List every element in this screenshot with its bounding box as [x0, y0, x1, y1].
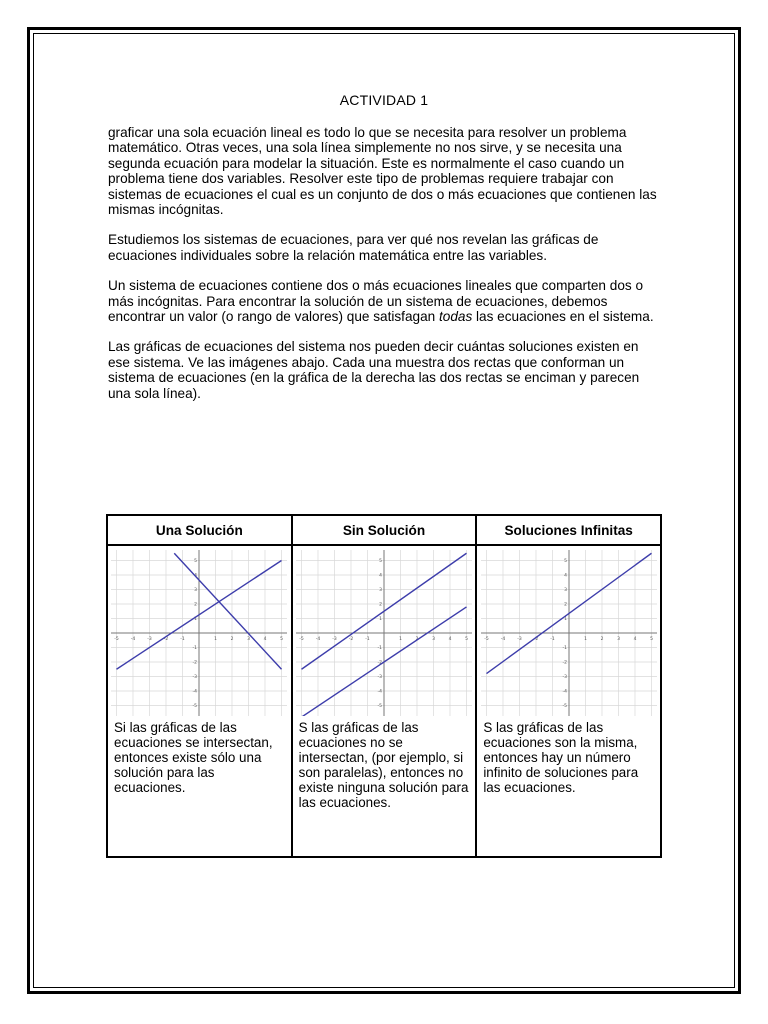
y-tick-label: 4 [563, 573, 567, 579]
y-tick-label: 1 [194, 617, 198, 622]
y-tick-label: -4 [562, 689, 567, 695]
x-tick-label: 5 [465, 637, 468, 642]
graph-cell-one [107, 545, 292, 720]
x-tick-label: 1 [214, 637, 218, 642]
y-tick-label: -3 [562, 675, 567, 680]
x-tick-label: 2 [230, 637, 234, 642]
x-tick-label: 4 [263, 637, 267, 642]
y-tick-label: -5 [192, 704, 198, 709]
y-tick-label: 5 [194, 559, 198, 564]
one-solution-graph [111, 550, 287, 716]
y-tick-label: 1 [563, 617, 567, 622]
x-tick-label: -4 [131, 637, 136, 642]
x-tick-label: -4 [500, 637, 505, 642]
y-tick-label: 5 [379, 559, 382, 564]
paragraph-1: graficar una sola ecuación lineal es todo lo que se necesita para resolver un problema matemático. Otras veces, una sola línea simplemente no nos sirve, y se necesita una segunda ecuación para modelar la situación. Este es normalmente el caso cuando un problema tiene dos variables. Resolver este tipo de problemas requiere trabajar con sistemas de ecuaciones el cual es un conjunto de dos o más ecuaciones que contienen las mismas incógnitas. [108, 125, 657, 218]
paragraph-3-text: Un sistema de ecuaciones contiene dos o más ecuaciones lineales que comparten dos o más incógnitas. Para encontrar la solución de un sistema de ecuaciones, debemos encontrar un valor (o rango de valores) que satisfagan [108, 278, 644, 325]
x-tick-label: -3 [516, 637, 522, 642]
solutions-table [106, 514, 662, 858]
paragraph-2: Estudiemos los sistemas de ecuaciones, para ver qué nos revelan las gráficas de ecuaciones individuales sobre la relación matemática entre las variables. [108, 232, 599, 263]
header-sin-solucion: Sin Solución [292, 515, 477, 545]
paragraph-3-tail: las ecuaciones en el sistema. [472, 309, 654, 325]
x-tick-label: -2 [533, 637, 538, 642]
y-tick-label: 1 [379, 617, 382, 622]
graph-cell-none [292, 545, 477, 720]
page-title: ACTIVIDAD 1 [339, 92, 429, 108]
x-tick-label: -5 [299, 637, 304, 642]
paragraph-3-emphasis: todas [438, 309, 473, 325]
infinite-solutions-graph [481, 550, 657, 716]
y-tick-label: -4 [377, 689, 382, 695]
y-tick-label: 3 [194, 588, 198, 593]
x-tick-label: 4 [633, 637, 637, 642]
x-tick-label: -3 [147, 637, 153, 642]
x-tick-label: -5 [114, 637, 120, 642]
description-infinite: S las gráficas de las ecuaciones son la misma, entonces hay un número infinito de soluciones para las ecuaciones. [476, 720, 661, 857]
y-tick-label: -4 [192, 689, 198, 695]
y-tick-label: -1 [377, 646, 382, 651]
x-tick-label: 3 [616, 637, 620, 642]
x-tick-label: 5 [280, 637, 284, 642]
x-tick-label: -2 [348, 637, 354, 642]
x-tick-label: -4 [315, 637, 321, 642]
body-text [108, 125, 664, 416]
description-none: S las gráficas de las ecuaciones no se intersectan, (por ejemplo, si son paralelas), entonces no existe ninguna solución para las ecuaciones. [292, 720, 477, 857]
y-tick-label: 2 [194, 602, 198, 608]
y-tick-label: 2 [563, 602, 567, 608]
x-tick-label: -3 [332, 637, 337, 642]
y-tick-label: 3 [379, 588, 382, 593]
x-tick-label: 5 [649, 637, 653, 642]
y-tick-label: -1 [562, 646, 567, 651]
paragraph-4: Las gráficas de ecuaciones del sistema nos pueden decir cuántas soluciones existen en ese sistema. Ve las imágenes abajo. Cada una muestra dos rectas que conforman un sistema de ecuaciones (en la gráfica de la derecha las dos rectas se enciman y parecen una sola línea). [108, 339, 640, 401]
y-tick-label: 3 [563, 588, 567, 593]
x-tick-label: 1 [399, 637, 402, 642]
no-solution-graph [296, 550, 472, 716]
y-tick-label: -2 [562, 660, 567, 666]
description-one: Si las gráficas de las ecuaciones se intersectan, entonces existe sólo una solución para las ecuaciones. [107, 720, 292, 857]
x-tick-label: -1 [180, 637, 186, 642]
x-tick-label: 4 [448, 637, 452, 642]
x-tick-label: 3 [247, 637, 251, 642]
x-tick-label: -5 [483, 637, 489, 642]
y-tick-label: 2 [379, 602, 382, 608]
y-tick-label: 4 [379, 573, 382, 579]
x-tick-label: 1 [583, 637, 587, 642]
x-tick-label: 3 [432, 637, 435, 642]
x-tick-label: -1 [549, 637, 555, 642]
x-tick-label: 2 [600, 637, 604, 642]
x-tick-label: -1 [365, 637, 370, 642]
y-tick-label: -3 [192, 675, 198, 680]
y-tick-label: -2 [377, 660, 382, 666]
graph-cell-infinite [476, 545, 661, 720]
y-tick-label: 5 [563, 559, 567, 564]
y-tick-label: -1 [192, 646, 198, 651]
y-tick-label: -5 [377, 704, 382, 709]
paragraph-3 [108, 278, 664, 324]
y-tick-label: -2 [192, 660, 198, 666]
y-tick-label: -5 [562, 704, 567, 709]
y-tick-label: -3 [377, 675, 382, 680]
x-tick-label: -2 [164, 637, 169, 642]
header-una-solucion: Una Solución [107, 515, 292, 545]
header-soluciones-infinitas: Soluciones Infinitas [476, 515, 661, 545]
